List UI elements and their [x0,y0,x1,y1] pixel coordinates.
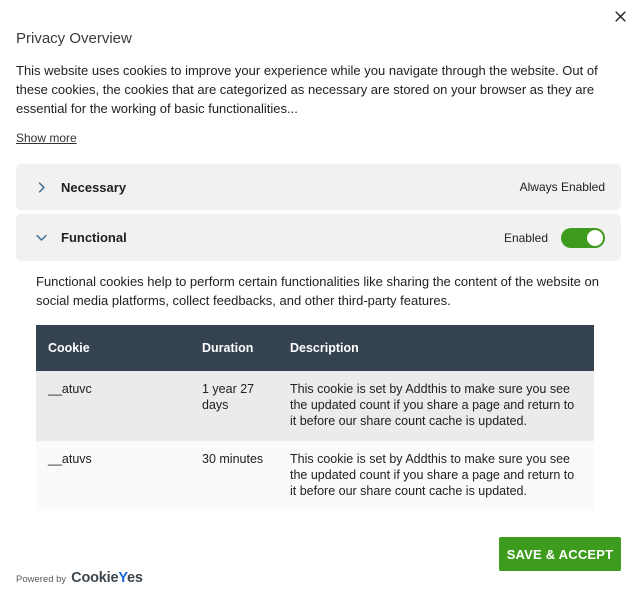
page-title: Privacy Overview [16,30,132,47]
cookie-name-cell: __atuvc [48,382,92,396]
cookie-duration-cell: 1 year 27 days [202,382,255,412]
column-header-cookie: Cookie [48,341,90,355]
cookie-description-cell: This cookie is set by Addthis to make sure you see the updated count if you share a page and return to it before our share count cache is updated. [290,452,575,498]
cookie-name-cell: __atuvs [48,452,92,466]
table-row [36,371,594,441]
save-accept-button[interactable]: SAVE & ACCEPT [499,537,621,571]
cookie-table [36,325,594,511]
cookie-table-scroll-area [36,325,594,517]
table-header-row [36,325,594,371]
functional-toggle-switch[interactable] [561,228,605,248]
cookieyes-logo-y: Y [118,570,127,586]
close-button[interactable] [610,6,630,26]
close-icon [613,9,628,24]
cookieyes-logo: CookieYes [71,570,143,586]
column-header-description: Description [290,341,359,355]
accordion-label-necessary: Necessary [61,179,127,195]
accordion-necessary[interactable] [16,164,621,210]
status-always-enabled: Always Enabled [519,180,605,194]
dialog-description: This website uses cookies to improve your experience while you navigate through the website. Out of these cookies, the cookies that are categorized as necessary are stored on your browser as they are essential for the working of basic functionalities... [16,63,598,116]
powered-by-label: Powered by [16,574,67,585]
cookie-description-cell: This cookie is set by Addthis to make sure you see the updated count if you share a page and return to it before our share count cache is updated. [290,382,575,428]
chevron-right-icon [34,180,49,195]
accordion-functional[interactable] [16,214,621,261]
cookie-duration-cell: 30 minutes [202,452,264,466]
powered-by-cookieyes-link[interactable] [16,570,143,586]
chevron-down-icon [34,230,49,245]
toggle-knob [587,230,603,246]
status-enabled-label: Enabled [503,230,548,245]
column-header-duration: Duration [202,341,254,355]
show-more-link[interactable]: Show more [16,131,77,145]
functional-description: Functional cookies help to perform certain functionalities like sharing the content of the website on social media platforms, collect feedbacks, and other third-party features. [36,274,599,308]
accordion-label-functional: Functional [61,230,127,245]
table-row [36,441,594,511]
